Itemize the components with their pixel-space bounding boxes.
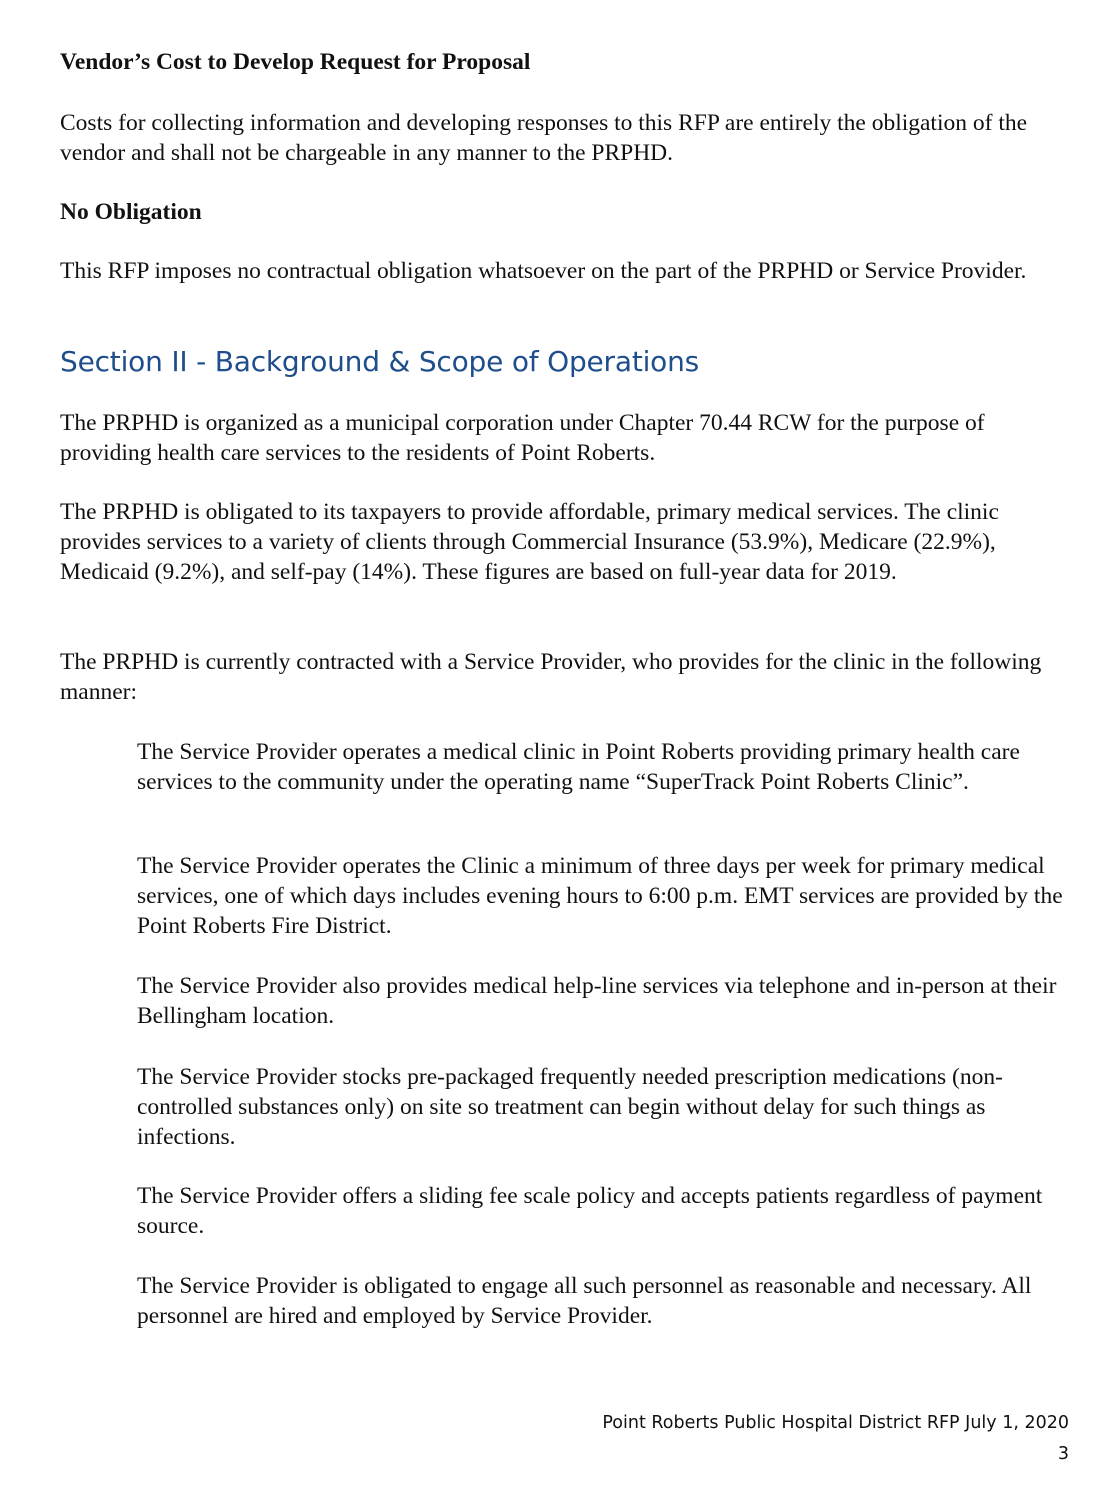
vendor-cost-heading: Vendor’s Cost to Develop Request for Proposal — [60, 49, 531, 75]
page-number: 3 — [1057, 1444, 1069, 1464]
service-item-6: The Service Provider is obligated to engage all such personnel as reasonable and necessary. All personnel are hired and employed by Service Provider. — [137, 1273, 1032, 1329]
service-item-5: The Service Provider offers a sliding fee scale policy and accepts patients regardless of payment source. — [137, 1183, 1043, 1239]
no-obligation-heading: No Obligation — [60, 199, 202, 225]
vendor-cost-paragraph: Costs for collecting information and developing responses to this RFP are entirely the obligation of the vendor and shall not be chargeable in any manner to the PRPHD. — [60, 110, 1028, 166]
background-paragraph-2: The PRPHD is obligated to its taxpayers to provide affordable, primary medical services. The clinic provides services to a variety of clients through Commercial Insurance (53.9%), Medicare (22.9%), Medicaid (9.2%), and self-pay (14%). These figures are based on full-year data for 2019. — [60, 499, 999, 585]
background-paragraph-1: The PRPHD is organized as a municipal corporation under Chapter 70.44 RCW for the purpose of providing health care services to the residents of Point Roberts. — [60, 410, 985, 466]
service-item-4: The Service Provider stocks pre-packaged frequently needed prescription medications (non-controlled substances only) on site so treatment can begin without delay for such things as infections. — [137, 1064, 1003, 1150]
service-item-1: The Service Provider operates a medical clinic in Point Roberts providing primary health care services to the community under the operating name “SuperTrack Point Roberts Clinic”. — [137, 739, 1020, 795]
no-obligation-paragraph: This RFP imposes no contractual obligation whatsoever on the part of the PRPHD or Service Provider. — [60, 258, 1027, 284]
footer-text: Point Roberts Public Hospital District RFP July 1, 2020 — [602, 1413, 1069, 1433]
background-paragraph-3: The PRPHD is currently contracted with a Service Provider, who provides for the clinic in the following manner: — [60, 649, 1042, 705]
service-item-3: The Service Provider also provides medical help-line services via telephone and in-person at their Bellingham location. — [137, 973, 1057, 1029]
section-two-heading: Section II - Background & Scope of Operations — [60, 345, 700, 378]
service-item-2: The Service Provider operates the Clinic a minimum of three days per week for primary medical services, one of which days includes evening hours to 6:00 p.m. EMT services are provided by the Point Roberts Fire District. — [137, 853, 1063, 939]
